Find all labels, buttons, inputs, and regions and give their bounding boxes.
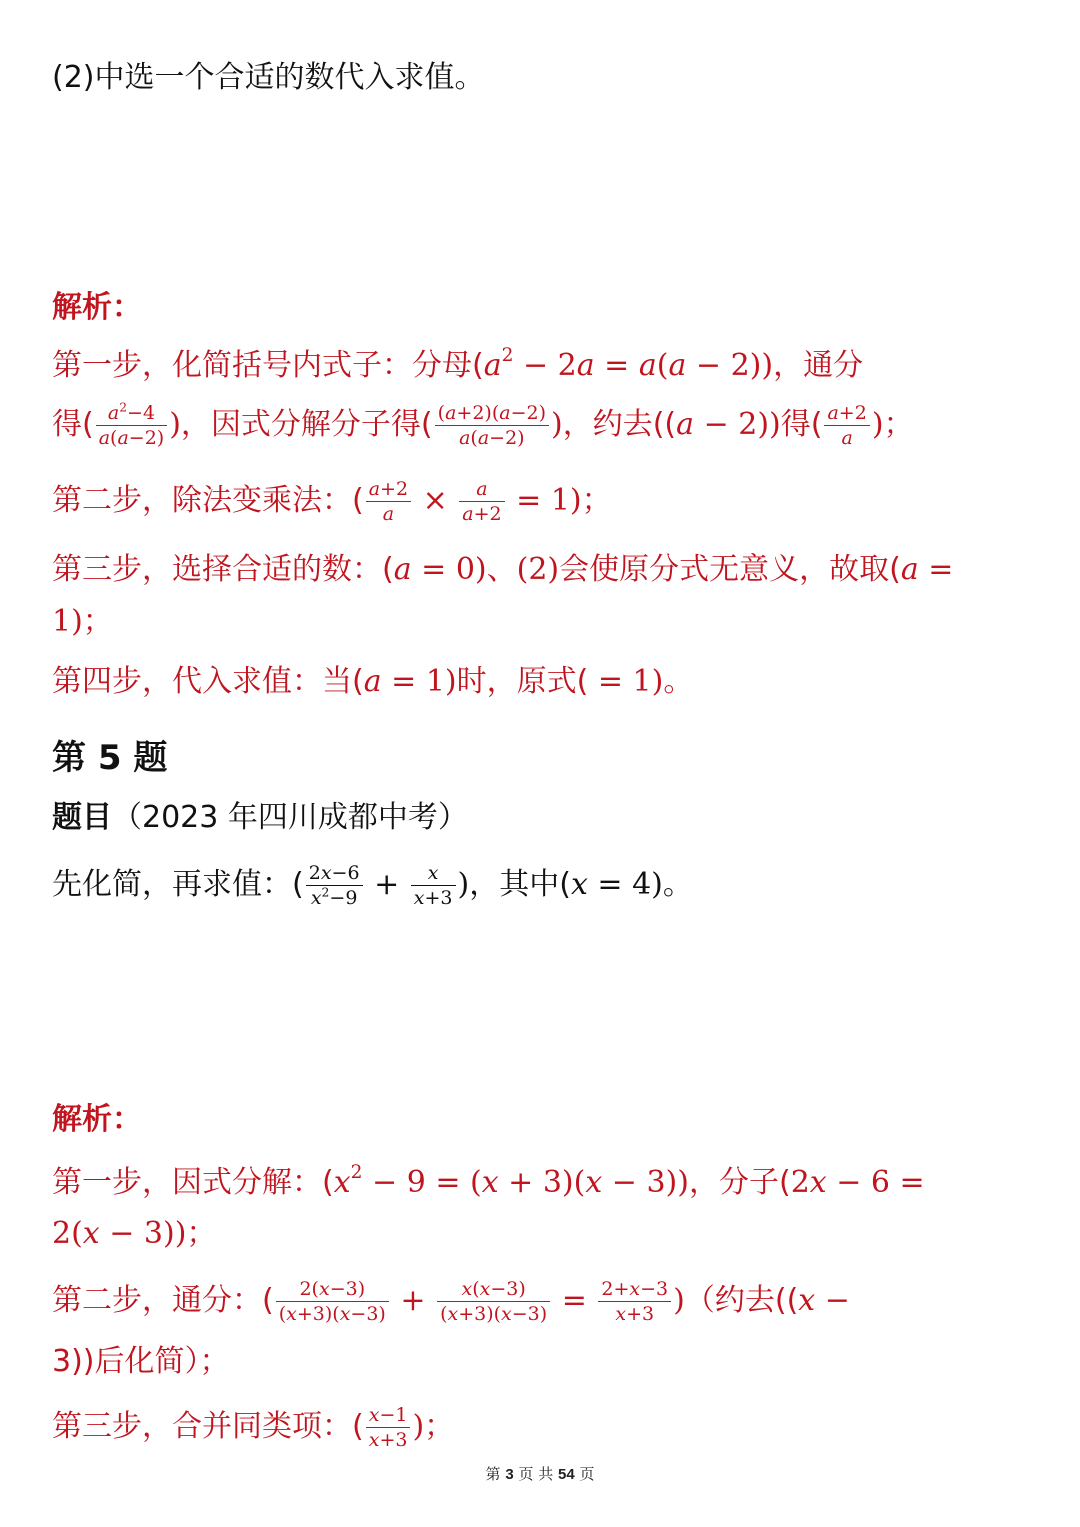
fraction: $\frac{2(x-3)}{(x+3)(x-3)}$	[276, 1278, 389, 1325]
fraction: $\frac{x(x-3)}{(x+3)(x-3)}$	[437, 1278, 550, 1325]
page-total: 54	[558, 1466, 575, 1483]
s4-step1-line1: 第一步，化简括号内式子：分母$(a^2 - 2a = a(a - 2))$，通分	[52, 345, 864, 383]
s5-step1-line2: 2(x − 3))；	[52, 1216, 217, 1251]
fraction: $\frac{a^2-4}{a(a-2)}$	[96, 402, 168, 449]
page-number: 3	[505, 1466, 514, 1483]
fraction: $\frac{2+x-3}{x+3}$	[598, 1278, 671, 1325]
analysis-heading: 解析：	[52, 290, 142, 325]
s4-step1-line2: 得( $\frac{a^2-4}{a(a-2)}$ )，因式分解分子得( $\frac{(a+2)(a-2)}{a(a-2)}$ )，约去((a − 2))得( $\frac{a+2}{a}$ )；	[52, 400, 914, 449]
problem-statement: 先化简，再求值：( $\frac{2x-6}{x^2-9}$ + $\frac{x}{x+3}$ )，其中(x = 4)。	[52, 862, 693, 909]
problem-source: 题目（2023 年四川成都中考）	[52, 800, 468, 835]
fraction: $\frac{(a+2)(a-2)}{a(a-2)}$	[435, 402, 549, 449]
fraction: $\frac{2x-6}{x^2-9}$	[306, 862, 363, 909]
math-expr: $a^2 - 2a = a(a - 2)$)	[483, 345, 774, 383]
s5-step3: 第三步，合并同类项：( $\frac{x-1}{x+3}$ )；	[52, 1404, 455, 1451]
problem-title: 第 5 题	[52, 738, 168, 778]
s5-step2-line2: 3))后化简）；	[52, 1344, 230, 1379]
s4-step4: 第四步，代入求值：当(a = 1)时，原式( = 1)。	[52, 664, 694, 699]
s4-step3-line2: 1)；	[52, 604, 113, 639]
s5-step1-line1: 第一步，因式分解：$(x^2 - 9 = (x + 3)(x - 3))$，分子(2x − 6 =	[52, 1162, 925, 1200]
fraction: $\frac{a+2}{a}$	[824, 402, 869, 449]
page-footer: 第 3 页 共 54 页	[485, 1465, 595, 1483]
fraction: $\frac{x-1}{x+3}$	[366, 1404, 411, 1451]
fraction: $\frac{x}{x+3}$	[411, 862, 456, 909]
intro-line: (2)中选一个合适的数代入求值。	[52, 60, 485, 95]
s4-step2: 第二步，除法变乘法：( $\frac{a+2}{a}$ × $\frac{a}{a+2}$ = 1)；	[52, 478, 612, 525]
fraction: $\frac{a}{a+2}$	[459, 478, 504, 525]
analysis-heading-2: 解析：	[52, 1102, 142, 1137]
s5-step2-line1: 第二步，通分：( $\frac{2(x-3)}{(x+3)(x-3)}$ + $\frac{x(x-3)}{(x+3)(x-3)}$ = $\frac{2+x-3}{x+3}$ )（约去((x −	[52, 1278, 850, 1325]
fraction: $\frac{a+2}{a}$	[366, 478, 411, 525]
s4-step3-line1: 第三步，选择合适的数：(a = 0)、(2)会使原分式无意义，故取(a =	[52, 552, 954, 587]
